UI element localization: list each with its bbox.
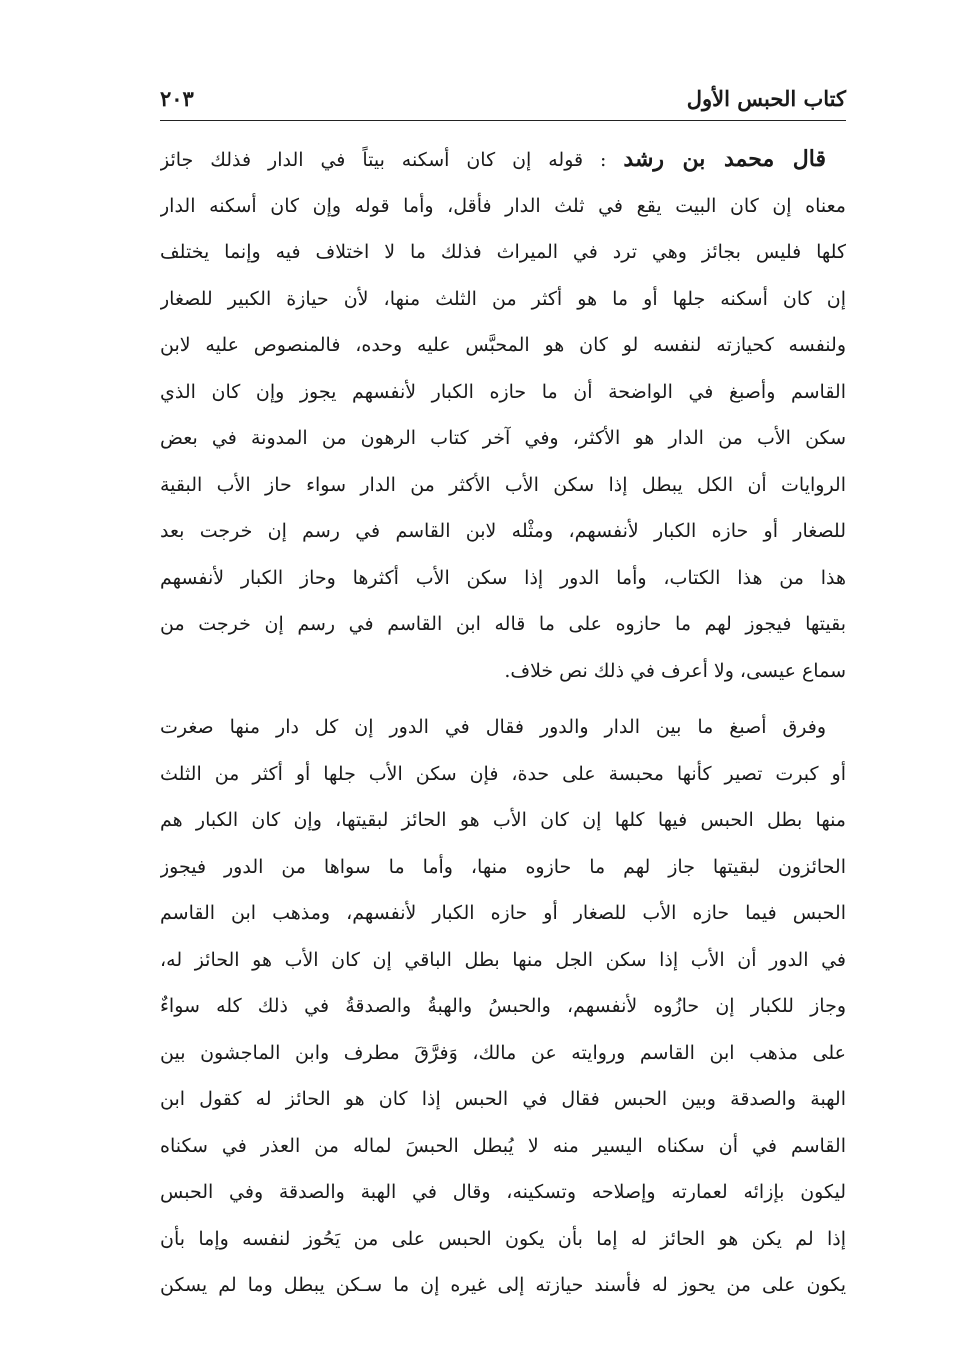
text-line-rest: : قوله إن كان أسكنه بيتاً في الدار فذلك جائز bbox=[160, 149, 624, 171]
text-line: ليكون بإزائه لعمارته وإصلاحه وتسكينه، وقال في الهبة والصدقة وفي الحبس bbox=[160, 1181, 846, 1203]
text-line: كلها فليس بجائز وهي ترد في الميراث فذلك ما لا اختلاف فيه وإنما يختلف bbox=[160, 241, 846, 263]
page-number: ٢٠٣ bbox=[160, 86, 194, 111]
text-line: في الدور أن الأب إذا سكن الجل منها بطل الباقي إن كان الأب هو الحائز له، bbox=[160, 948, 846, 971]
running-title: كتاب الحبس الأول bbox=[686, 86, 846, 111]
paragraph-1 bbox=[160, 136, 846, 694]
text-line: الحائزون لبقيتها جاز لهم ما حازوه منها، وأما ما سواها من الدور فيجوز bbox=[160, 855, 846, 878]
speaker-name: قال محمد بن رشد bbox=[623, 146, 826, 172]
running-head bbox=[160, 82, 846, 116]
text-line: وفرق أصبغ ما بين الدار والدور فقال في الدور إن كل دار منها صغرت bbox=[160, 716, 826, 738]
text-line: ولنفسه كحيازته لنفسه لو كان هو المحبَّس عليه وحده، فالمنصوص عليه لابن bbox=[160, 334, 846, 356]
text-line: بقيتها فيجوز لهم ما حازوه على ما قاله ابن القاسم في رسم إن خرجت من bbox=[160, 613, 846, 635]
text-line: وجاز للكبار إن حازُوه لأنفسهم، والحبسُ والهبةُ والصدقةُ في ذلك كله سواءٌ bbox=[160, 995, 846, 1017]
text-line: على مذهب ابن القاسم وروايته عن مالك، وَفرَّقَ مطرف وابن الماجشون بين bbox=[160, 1041, 846, 1064]
text-line: الهبة والصدقة وبين الحبس فقال في الحبس إذا كان هو الحائز له كقول ابن bbox=[160, 1088, 846, 1110]
body-text bbox=[160, 136, 846, 1309]
text-line: إذا لم يكن هو الحائز له إما بأن يكون الحبس على من يَحُوز لنفسه وإما بأن bbox=[160, 1227, 846, 1250]
text-line: منها بطل الحبس فيها كلها إن كان الأب هو الحائز لبقيتها، وإن كان الكبار هم bbox=[160, 809, 846, 831]
text-line: سماع عيسى، ولا أعرف في ذلك نص خلاف. bbox=[504, 659, 846, 682]
text-line: القاسم وأصبغ في الواضحة أن ما حازه الكبار لأنفسهم يجوز وإن كان الذي bbox=[160, 380, 846, 403]
text-line: للصغار أو حازه الكبار لأنفسهم، ومثْله لابن القاسم في رسم إن خرجت بعد bbox=[160, 520, 846, 542]
text-line: الحبس فيما حازه الأب للصغار أو حازه الكبار لأنفسهم، ومذهب ابن القاسم bbox=[160, 902, 846, 924]
text-line: القاسم في أن سكناه اليسير منه لا يُبطل الحبسَ لماله من العذر في سكناه bbox=[160, 1134, 846, 1157]
text-line: معناه إن كان البيت يقع في ثلث الدار فأقل، وأما قوله وإن كان أسكنه الدار bbox=[160, 194, 846, 217]
text-line: إن كان أسكنه جلها أو ما هو أكثر من الثلث منها، لأن حيازة الكبير للصغار bbox=[160, 287, 846, 310]
header-rule bbox=[160, 120, 846, 121]
text-line: أو كبرت تصير كأنها محبسة على حدة، فإن سكن الأب جلها أو أكثر من الثلث bbox=[160, 762, 846, 785]
paragraph-2 bbox=[160, 704, 846, 1309]
text-line: يكون على من يحوز له فأسند حيازته إلى غيره إن ما سـكن يبطل وما لم يسكن bbox=[160, 1274, 846, 1296]
text-line: الروايات أن الكل يبطل إذا سكن الأب الأكثر من الدار سواء حاز الأب البقية bbox=[160, 473, 846, 496]
paragraph-gap bbox=[160, 694, 846, 704]
text-line: سكن الأب من الدار هو الأكثر، وفي آخر كتاب الرهون من المدونة في بعض bbox=[160, 427, 846, 449]
text-line bbox=[160, 136, 846, 183]
text-line: هذا من هذا الكتاب، وأما الدور إذا سكن الأب أكثرها وحاز الكبار لأنفسهم bbox=[160, 566, 846, 589]
